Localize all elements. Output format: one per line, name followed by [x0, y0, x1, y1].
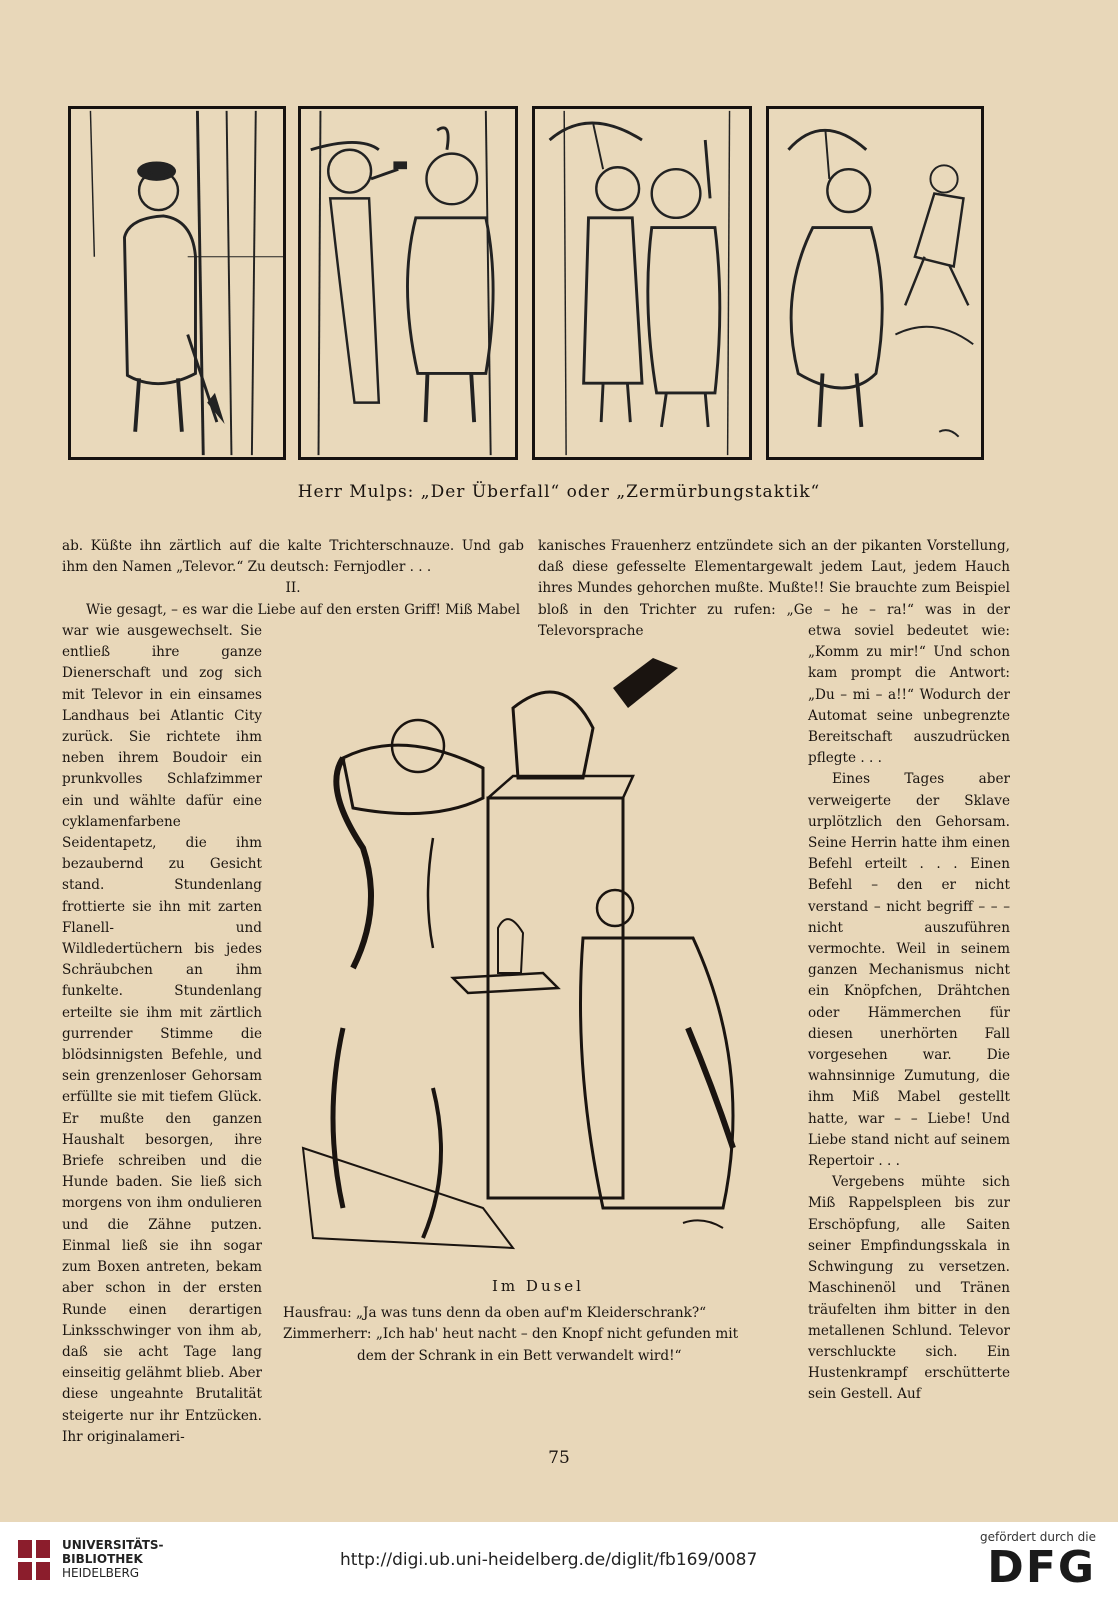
article-paragraph: Eines Tages aber verweigerte der Sklave urplötzlich den Gehorsam. Seine Herrin hatte ihm einen Befehl erteilt . . . Einen Befehl – den er nicht verstand – nicht begriff – – – nicht auszuführen vermochte. Weil in seinem ganzen Mechanismus nicht ein Knöpfchen, Drähtchen oder Hämmerchen für diesen unerhörten Fall vorgesehen war. Die wahnsinnige Zumutung, die ihm Miß Mabel gestellt hatte, war – – Liebe! Und Liebe stand nicht auf seinem Repertoir . . .	[808, 771, 1010, 1170]
comic-panel-1-drawing	[71, 109, 283, 457]
digitization-footer	[0, 1522, 1118, 1602]
comic-panel-1	[68, 106, 286, 460]
article-left-column	[62, 621, 262, 1448]
library-line: HEIDELBERG	[62, 1566, 140, 1580]
university-library-logo-icon	[14, 1536, 54, 1584]
article-paragraph: ab. Küßte ihn zärtlich auf die kalte Trichterschnauze. Und gab ihm den Namen „Televor.“ Zu deutsch: Fernjodler . . .	[62, 538, 524, 576]
digital-url-link[interactable]: http://digi.ub.uni-heidelberg.de/diglit/fb169/0087	[340, 1550, 758, 1570]
comic-panel-4	[766, 106, 984, 460]
comic-panel-3-drawing	[535, 109, 749, 457]
funded-by-label: gefördert durch die	[980, 1530, 1096, 1544]
wardrobe-drawing	[283, 648, 783, 1268]
illustration-title: Im Dusel	[492, 1277, 584, 1295]
comic-panel-2	[298, 106, 518, 460]
university-library-name	[62, 1538, 164, 1580]
page-number: 75	[548, 1448, 570, 1468]
article-paragraph: Wie gesagt, – es war die Liebe auf den ersten Griff! Miß Mabel	[86, 601, 521, 618]
comic-panel-2-drawing	[301, 109, 515, 457]
article-paragraph: Vergebens mühte sich Miß Rappelspleen bis zur Erschöpfung, alle Saiten seiner Empfindungsskala in Schwingung zu versetzen. Maschinenöl und Tränen träufelten ihm bitter in den metallenen Schlund. Televor verschluckte sich. Ein Hustenkrampf erschütterte sein Gestell. Auf	[808, 1174, 1010, 1403]
comic-panel-3	[532, 106, 752, 460]
dfg-funding	[980, 1530, 1096, 1592]
comic-strip-caption: Herr Mulps: „Der Überfall“ oder „Zermürbungstaktik“	[297, 482, 821, 502]
comic-panel-4-drawing	[769, 109, 981, 457]
library-line: BIBLIOTHEK	[62, 1552, 143, 1566]
article-right-column	[808, 621, 1010, 1406]
article-paragraph: etwa soviel bedeutet wie: „Komm zu mir!“ Und schon kam prompt die Antwort: „Du – mi – a!!“ Wodurch der Automat seine unbegrenzte Bereitschaft auszudrücken pflegte . . .	[808, 623, 1010, 767]
caption-line: Zimmerherr: „Ich hab' heut nacht – den Knopf nicht gefunden mit	[283, 1326, 739, 1343]
section-heading: II.	[285, 580, 301, 597]
article-left-top	[62, 536, 524, 621]
article-paragraph: war wie ausgewechselt. Sie entließ ihre ganze Dienerschaft und zog sich mit Televor in ein einsames Landhaus bei Atlantic City zurück. Sie richtete ihm neben ihrem Boudoir ein prunkvolles Schlafzimmer ein und wählte dafür eine cyklamenfarbene Seidentapetz, die ihm bezaubernd zu Gesicht stand. Stundenlang frottierte sie ihn mit zarten Flanell- und Wildledertüchern bis jedes Schräubchen an ihm funkelte. Stundenlang erteilte sie ihm mit zärtlich gurrender Stimme die blödsinnigsten Befehle, und sein grenzenloser Gehorsam erfüllte sie mit tiefem Glück. Er mußte den ganzen Haushalt besorgen, ihre Briefe schreiben und die Hunde baden. Sie ließ sich morgens von ihm ondulieren und die Zähne putzen. Einmal ließ sie ihn sogar zum Boxen antreten, bekam aber schon in der ersten Runde einen derartigen Linksschwinger von ihm ab, daß sie acht Tage lang einseitig gelähmt blieb. Aber diese ungeahnte Brutalität steigerte nur ihr Entzücken. Ihr originalameri-	[62, 623, 262, 1445]
illustration-caption	[283, 1276, 793, 1367]
im-dusel-illustration	[283, 648, 783, 1268]
article-paragraph: kanisches Frauenherz entzündete sich an der pikanten Vorstellung, daß diese gefesselte Elementargewalt jedem Laut, jedem Hauch ihres Mundes gehorchen mußte. Mußte!! Sie brauchte zum Beispiel bloß in den Trichter zu rufen: „Ge – he – ra!“ was in der Televorsprache	[538, 538, 1010, 639]
dfg-logo: DFG	[987, 1542, 1096, 1593]
library-line: UNIVERSITÄTS-	[62, 1538, 164, 1552]
caption-line: Hausfrau: „Ja was tuns denn da oben auf'm Kleiderschrank?“	[283, 1305, 707, 1322]
caption-line: dem der Schrank in ein Bett verwandelt wird!“	[357, 1347, 682, 1364]
